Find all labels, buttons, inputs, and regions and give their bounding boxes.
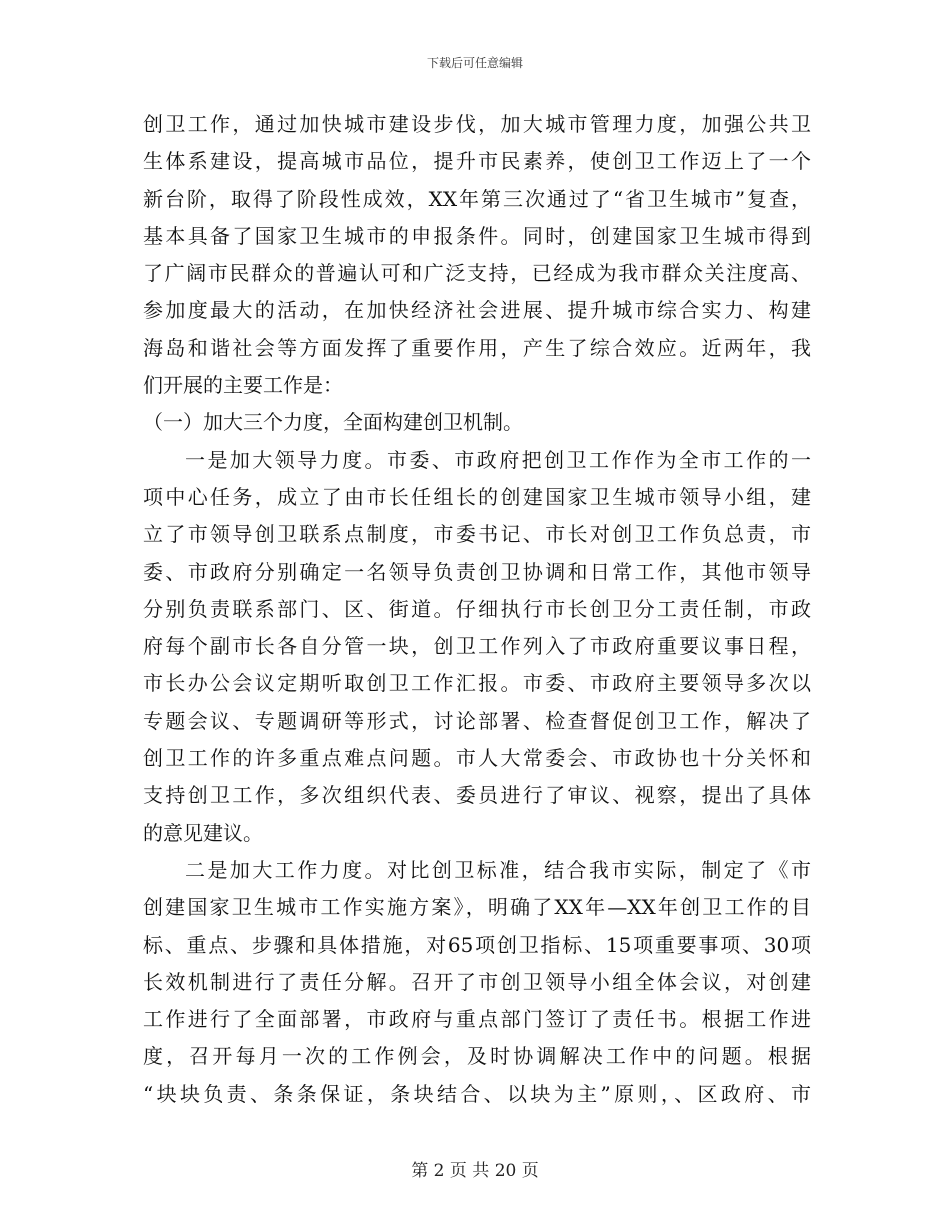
text-line: “块块负责、条条保证，条块结合、以块为主”原则，、区政府、市 [143,1081,811,1106]
text-line: 海岛和谐社会等方面发挥了重要作用，产生了综合效应。近两年，我 [143,335,811,360]
text-line: 项中心任务，成立了由市长任组长的创建国家卫生城市领导小组，建 [143,484,811,509]
text-line: 委、市政府分别确定一名领导负责创卫协调和日常工作，其他市领导 [143,559,811,584]
text-line: 参加度最大的活动，在加快经济社会进展、提升城市综合实力、构建 [143,298,811,323]
text-line: 基本具备了国家卫生城市的申报条件。同时，创建国家卫生城市得到 [143,223,811,248]
text-line: 的意见建议。 [143,820,263,845]
paragraph-start: 一是加大领导力度。市委、市政府把创卫工作作为全市工作的一 [185,447,811,472]
text-line: 支持创卫工作，多次组织代表、委员进行了审议、视察，提出了具体 [143,783,811,808]
paragraph-start: 二是加大工作力度。对比创卫标准，结合我市实际，制定了《市 [185,857,811,882]
text-line: 创卫工作的许多重点难点问题。市人大常委会、市政协也十分关怀和 [143,746,811,771]
text-line: 工作进行了全面部署，市政府与重点部门签订了责任书。根据工作进 [143,1007,811,1032]
text-line: 立了市领导创卫联系点制度，市委书记、市长对创卫工作负总责，市 [143,522,811,547]
text-line: 标、重点、步骤和具体措施，对65项创卫指标、15项重要事项、30项 [143,932,811,957]
text-line: 市长办公会议定期听取创卫工作汇报。市委、市政府主要领导多次以 [143,671,811,696]
page-header: 下载后可任意编辑 [426,56,523,70]
text-line: 创卫工作，通过加快城市建设步伐，加大城市管理力度，加强公共卫 [143,112,811,136]
text-line: 专题会议、专题调研等形式，讨论部署、检查督促创卫工作，解决了 [143,708,811,733]
text-line: 府每个副市长各自分管一块，创卫工作列入了市政府重要议事日程， [143,634,811,659]
document-body [143,106,811,1113]
text-line: 了广阔市民群众的普遍认可和广泛支持，已经成为我市群众关注度高、 [143,261,811,286]
text-line: 创建国家卫生城市工作实施方案》，明确了XX年—XX年创卫工作的目 [143,895,811,920]
text-line: 生体系建设，提高城市品位，提升市民素养，使创卫工作迈上了一个 [143,149,811,174]
section-heading: （一）加大三个力度，全面构建创卫机制。 [143,410,523,435]
text-line: 长效机制进行了责任分解。召开了市创卫领导小组全体会议，对创建 [143,969,811,994]
page-number-footer: 第 2 页 共 20 页 [411,1161,539,1181]
text-line: 分别负责联系部门、区、街道。仔细执行市长创卫分工责任制，市政 [143,596,811,621]
text-line: 们开展的主要工作是： [143,373,343,398]
text-line: 度，召开每月一次的工作例会，及时协调解决工作中的问题。根据 [143,1044,811,1069]
text-line: 新台阶，取得了阶段性成效，XX年第三次通过了“省卫生城市”复查， [143,186,811,211]
